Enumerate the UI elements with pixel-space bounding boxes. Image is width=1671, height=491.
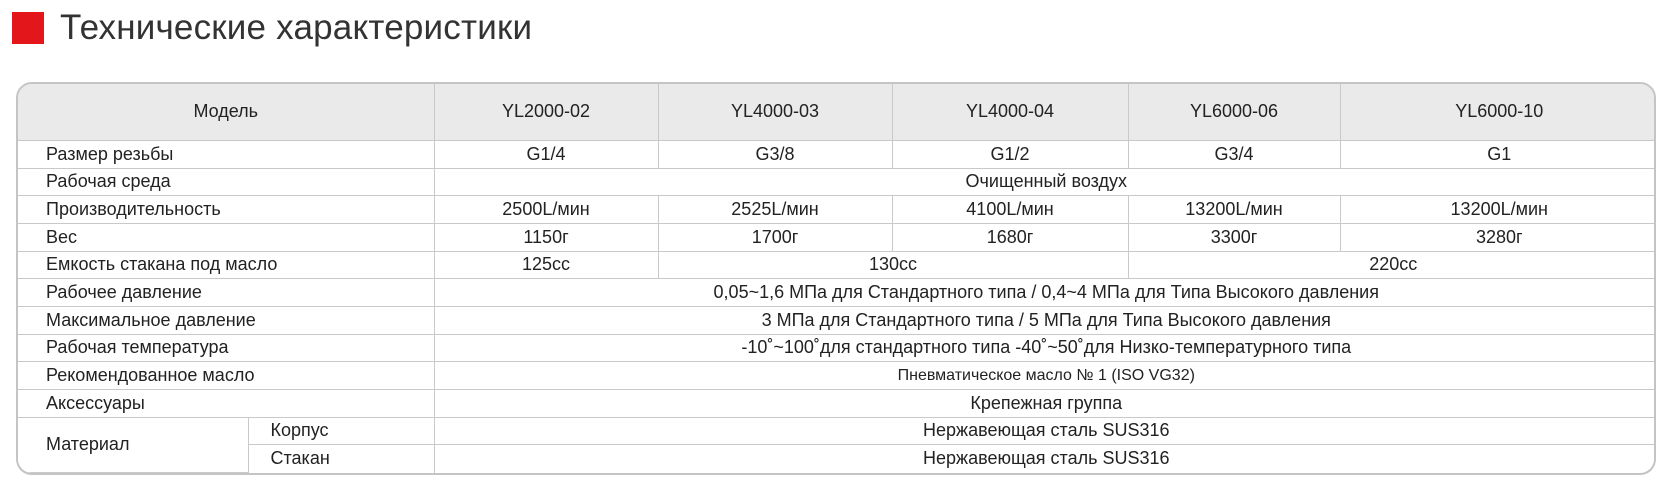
table-row <box>18 362 1656 390</box>
row-label: Производительность <box>18 196 434 224</box>
row-label: Материал <box>18 417 248 472</box>
table-cell: 220cc <box>1128 251 1656 279</box>
table-row <box>18 334 1656 362</box>
table-row <box>18 168 1656 196</box>
table-cell: Пневматическое масло № 1 (ISO VG32) <box>434 362 1656 390</box>
model-column-header: YL6000-10 <box>1340 84 1656 140</box>
table-cell: G3/8 <box>658 140 892 168</box>
table-cell: 130cc <box>658 251 1128 279</box>
table-row <box>18 251 1656 279</box>
row-label: Рабочее давление <box>18 279 434 307</box>
table-cell: 2525L/мин <box>658 196 892 224</box>
table-cell: 13200L/мин <box>1128 196 1340 224</box>
table-cell: 1700г <box>658 223 892 251</box>
table-cell: 0,05~1,6 МПа для Стандартного типа / 0,4~4 МПа для Типа Высокого давления <box>434 279 1656 307</box>
table-cell: Очищенный воздух <box>434 168 1656 196</box>
table-cell: 3300г <box>1128 223 1340 251</box>
table-cell: -10˚~100˚для стандартного типа -40˚~50˚для Низко-температурного типа <box>434 334 1656 362</box>
title-marker <box>12 12 44 44</box>
table-cell: 13200L/мин <box>1340 196 1656 224</box>
model-column-header: YL6000-06 <box>1128 84 1340 140</box>
row-label: Максимальное давление <box>18 306 434 334</box>
row-label: Размер резьбы <box>18 140 434 168</box>
row-label: Рабочая температура <box>18 334 434 362</box>
table-cell: 3280г <box>1340 223 1656 251</box>
table-row <box>18 306 1656 334</box>
table-row <box>18 223 1656 251</box>
table-cell: G1 <box>1340 140 1656 168</box>
row-label: Аксессуары <box>18 389 434 417</box>
model-column-header: YL4000-04 <box>892 84 1128 140</box>
table-cell: 125cc <box>434 251 658 279</box>
row-label: Вес <box>18 223 434 251</box>
table-cell: 1680г <box>892 223 1128 251</box>
table-cell: Крепежная группа <box>434 389 1656 417</box>
model-column-header: YL2000-02 <box>434 84 658 140</box>
table-cell: G1/4 <box>434 140 658 168</box>
table-row <box>18 279 1656 307</box>
table-cell: G3/4 <box>1128 140 1340 168</box>
page-title: Технические характеристики <box>60 8 533 47</box>
table-row <box>18 417 1656 445</box>
model-column-header: YL4000-03 <box>658 84 892 140</box>
table-row <box>18 140 1656 168</box>
table-row <box>18 196 1656 224</box>
row-label: Рабочая среда <box>18 168 434 196</box>
table-cell: Нержавеющая сталь SUS316 <box>434 445 1656 473</box>
table-row <box>18 445 1656 473</box>
table-cell: 1150г <box>434 223 658 251</box>
table-cell: 3 МПа для Стандартного типа / 5 МПа для Типа Высокого давления <box>434 306 1656 334</box>
row-label: Рекомендованное масло <box>18 362 434 390</box>
table-row <box>18 389 1656 417</box>
table-cell: 2500L/мин <box>434 196 658 224</box>
table-cell: Нержавеющая сталь SUS316 <box>434 417 1656 445</box>
table-cell: 4100L/мин <box>892 196 1128 224</box>
spec-table <box>18 84 1656 473</box>
table-cell: G1/2 <box>892 140 1128 168</box>
spec-table-frame <box>16 82 1656 475</box>
row-label: Емкость стакана под масло <box>18 251 434 279</box>
sub-row-label: Корпус <box>248 417 434 445</box>
table-header-row <box>18 84 1656 140</box>
sub-row-label: Стакан <box>248 445 434 473</box>
model-header: Модель <box>18 84 434 140</box>
